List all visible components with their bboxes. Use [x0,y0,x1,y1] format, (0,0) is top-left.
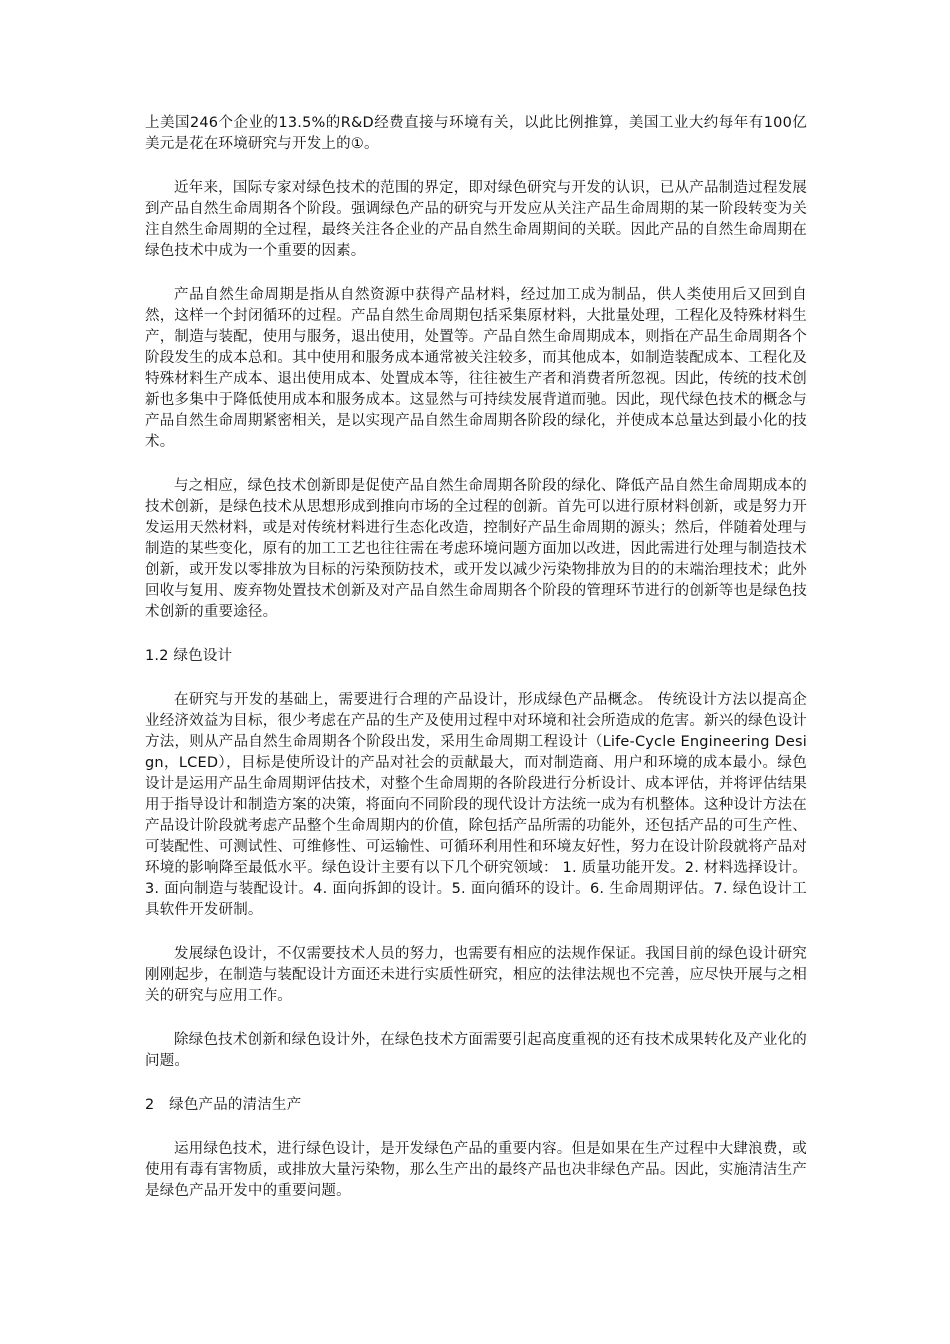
paragraph-rd-funding: 上美国246个企业的13.5%的R&D经费直接与环境有关，以此比例推算，美国工业大约每年有100亿美元是花在环境研究与开发上的①。 [145,115,807,152]
section-heading-clean-production: 2 绿色产品的清洁生产 [145,1097,302,1113]
paragraph-green-innovation: 与之相应，绿色技术创新即是促使产品自然生命周期各阶段的绿化、降低产品自然生命周期成本的技术创新，是绿色技术从思想形成到推向市场的全过程的创新。首先可以进行原材料创新，或是努力开发运用天然材料，或是对传统材料进行生态化改造，控制好产品生命周期的源头；然后，伴随着处理与制造的某些变化，原有的加工工艺也往往需在考虑环境问题方面加以改进，因此需进行处理与制造技术创新，或开发以零排放为目标的污染预防技术，或开发以减少污染物排放为目的的末端治理技术；此外回收与复用、废弃物处置技术创新及对产品自然生命周期各个阶段的管理环节进行的创新等也是绿色技术创新的重要途径。 [145,478,807,620]
paragraph-green-design-method: 在研究与开发的基础上，需要进行合理的产品设计，形成绿色产品概念。 传统设计方法以提高企业经济效益为目标，很少考虑在产品的生产及使用过程中对环境和社会所造成的危害。新兴的绿色设计方法，则从产品自然生命周期各个阶段出发，采用生命周期工程设计（Life-Cycle Engineering Design，LCED），目标是使所设计的产品对社会的贡献最大，而对制造商、用户和环境的成本最小。绿色设计是运用产品生命周期评估技术，对整个生命周期的各阶段进行分析设计、成本评估，并将评估结果用于指导设计和制造方案的决策，将面向不同阶段的现代设计方法统一成为有机整体。这种设计方法在产品设计阶段就考虑产品整个生命周期内的价值，除包括产品所需的功能外，还包括产品的可生产性、可装配性、可测试性、可维修性、可运输性、可循环利用性和环境友好性，努力在设计阶段就将产品对环境的影响降至最低水平。绿色设计主要有以下几个研究领域： 1. 质量功能开发。2. 材料选择设计。3. 面向制造与装配设计。4. 面向拆卸的设计。5. 面向循环的设计。6. 生命周期评估。7. 绿色设计工具软件开发研制。 [145,692,807,918]
section-heading-green-design: 1.2 绿色设计 [145,648,233,664]
paragraph-clean-production: 运用绿色技术，进行绿色设计，是开发绿色产品的重要内容。但是如果在生产过程中大肆浪费，或使用有毒有害物质，或排放大量污染物，那么生产出的最终产品也决非绿色产品。因此，实施清洁生产是绿色产品开发中的重要问题。 [145,1141,807,1199]
document-page [145,113,807,1225]
paragraph-green-tech-scope: 近年来，国际专家对绿色技术的范围的界定，即对绿色研究与开发的认识，已从产品制造过程发展到产品自然生命周期各个阶段。强调绿色产品的研究与开发应从关注产品生命周期的某一阶段转变为关注自然生命周期的全过程，最终关注各企业的产品自然生命周期间的关联。因此产品的自然生命周期在绿色技术中成为一个重要的因素。 [145,180,807,259]
paragraph-product-life-cycle: 产品自然生命周期是指从自然资源中获得产品材料，经过加工成为制品，供人类使用后又回到自然，这样一个封闭循环的过程。产品自然生命周期包括采集原材料，大批量处理，工程化及特殊材料生产，制造与装配，使用与服务，退出使用，处置等。产品自然生命周期成本，则指在产品生命周期各个阶段发生的成本总和。其中使用和服务成本通常被关注较多，而其他成本，如制造装配成本、工程化及特殊材料生产成本、退出使用成本、处置成本等，往往被生产者和消费者所忽视。因此，传统的技术创新也多集中于降低使用成本和服务成本。这显然与可持续发展背道而驰。因此，现代绿色技术的概念与产品自然生命周期紧密相关，是以实现产品自然生命周期各阶段的绿化，并使成本总量达到最小化的技术。 [145,287,807,450]
paragraph-green-design-regulation: 发展绿色设计，不仅需要技术人员的努力，也需要有相应的法规作保证。我国目前的绿色设计研究刚刚起步，在制造与装配设计方面还未进行实质性研究，相应的法律法规也不完善，应尽快开展与之相关的研究与应用工作。 [145,946,807,1004]
paragraph-tech-transfer: 除绿色技术创新和绿色设计外，在绿色技术方面需要引起高度重视的还有技术成果转化及产业化的问题。 [145,1032,807,1069]
